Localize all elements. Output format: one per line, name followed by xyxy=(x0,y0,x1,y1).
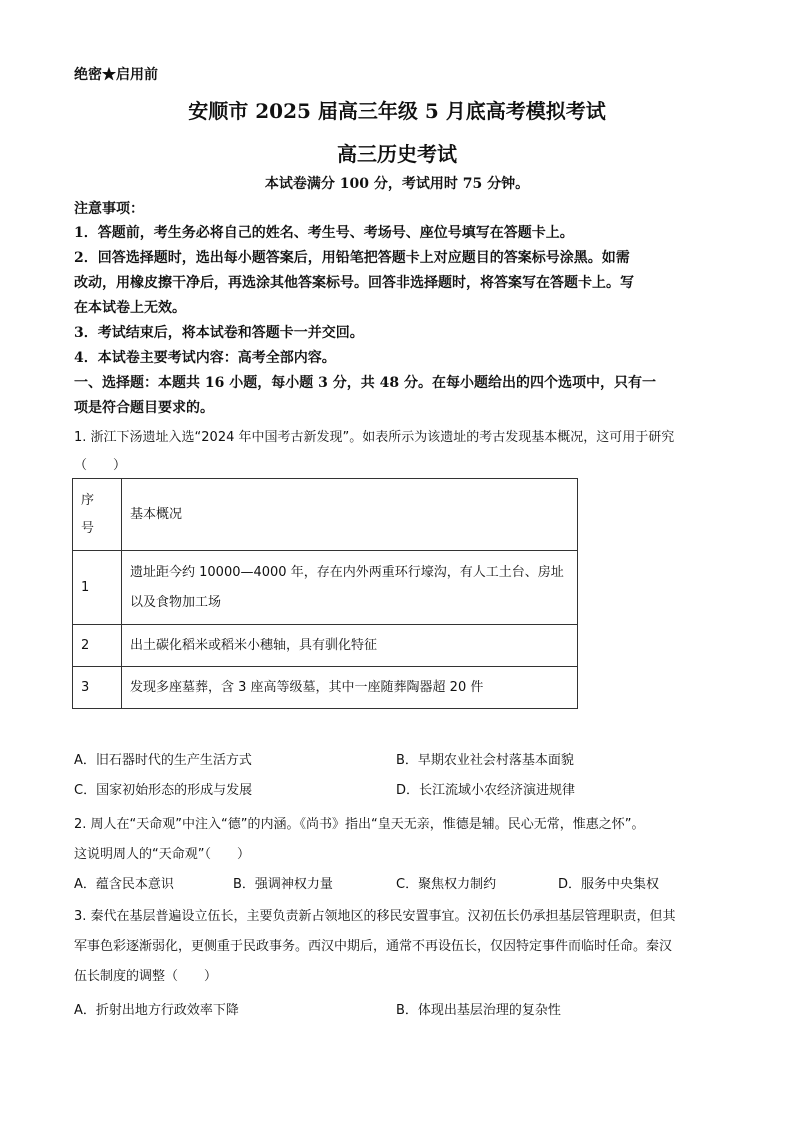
row-desc: 出土碳化稻米或稻米小穗轴，具有驯化特征 xyxy=(122,625,578,667)
section-heading: 一、选择题：本题共 16 小题，每小题 3 分，共 48 分。在每小题给出的四个选项中，只有一 xyxy=(74,375,656,391)
row-desc xyxy=(122,551,578,625)
secret-label: 绝密★启用前 xyxy=(74,67,158,83)
table-row xyxy=(73,551,578,625)
notice-item: 在本试卷上无效。 xyxy=(74,300,186,316)
q1-option-a: A．旧石器时代的生产生活方式 xyxy=(74,753,252,768)
table-row xyxy=(73,667,578,709)
q2-option-b: B．强调神权力量 xyxy=(233,877,333,892)
q2-option-a: A．蕴含民本意识 xyxy=(74,877,174,892)
q2-option-c: C．聚焦权力制约 xyxy=(396,877,497,892)
q3-option-a: A．折射出地方行政效率下降 xyxy=(74,1003,239,1018)
q2-option-d: D．服务中央集权 xyxy=(558,877,660,892)
header-no-char: 号 xyxy=(81,520,95,536)
row-desc-line: 以及食物加工场 xyxy=(130,594,222,610)
row-desc-line: 遗址距今约 10000—4000 年，存在内外两重环行壕沟，有人工土台、房址 xyxy=(130,564,564,580)
exam-title: 安顺市 2025 届高三年级 5 月底高考模拟考试 xyxy=(188,99,606,123)
header-no-char: 序 xyxy=(81,492,95,508)
q3-stem-cont: 伍长制度的调整（ ） xyxy=(74,969,218,984)
table-header-no xyxy=(73,479,122,551)
q1-stem-blank: （ ） xyxy=(74,458,127,473)
row-no: 2 xyxy=(73,625,122,667)
section-heading-cont: 项是符合题目要求的。 xyxy=(74,400,214,416)
notice-item: 改动，用橡皮擦干净后，再选涂其他答案标号。回答非选择题时，将答案写在答题卡上。写 xyxy=(74,275,634,291)
q2-stem: 2. 周人在“天命观”中注入“德”的内涵。《尚书》指出“皇天无亲，惟德是辅。民心无常，惟惠之怀”。 xyxy=(74,817,645,832)
q2-stem-cont: 这说明周人的“天命观”（ ） xyxy=(74,847,250,862)
score-info: 本试卷满分 100 分，考试用时 75 分钟。 xyxy=(264,176,530,192)
notice-item: 3．考试结束后，将本试卷和答题卡一并交回。 xyxy=(74,325,364,341)
q1-option-b: B．早期农业社会村落基本面貌 xyxy=(396,753,574,768)
q1-option-d: D．长江流域小农经济演进规律 xyxy=(396,783,576,798)
q1-option-c: C．国家初始形态的形成与发展 xyxy=(74,783,253,798)
q1-table xyxy=(72,478,578,709)
notice-heading: 注意事项： xyxy=(74,201,144,217)
q3-stem: 3. 秦代在基层普遍设立伍长，主要负责新占领地区的移民安置事宜。汉初伍长仍承担基层管理职责，但其 xyxy=(74,909,676,924)
row-desc: 发现多座墓葬，含 3 座高等级墓，其中一座随葬陶器超 20 件 xyxy=(122,667,578,709)
notice-item: 4．本试卷主要考试内容：高考全部内容。 xyxy=(74,350,336,366)
table-header-row xyxy=(73,479,578,551)
notice-item: 2．回答选择题时，选出每小题答案后，用铅笔把答题卡上对应题目的答案标号涂黑。如需 xyxy=(74,250,630,266)
q3-stem-cont: 军事色彩逐渐弱化，更侧重于民政事务。西汉中期后，通常不再设伍长，仅因特定事件而临时任命。秦汉 xyxy=(74,939,673,954)
row-no: 1 xyxy=(73,551,122,625)
table-row xyxy=(73,625,578,667)
notice-item: 1．答题前，考生务必将自己的姓名、考生号、考场号、座位号填写在答题卡上。 xyxy=(74,225,574,241)
q1-stem: 1. 浙江下汤遗址入选“2024 年中国考古新发现”。如表所示为该遗址的考古发现基本概况，这可用于研究 xyxy=(74,430,675,445)
subject-title: 高三历史考试 xyxy=(337,142,457,166)
row-no: 3 xyxy=(73,667,122,709)
q3-option-b: B．体现出基层治理的复杂性 xyxy=(396,1003,561,1018)
table-header-desc: 基本概况 xyxy=(122,479,578,551)
